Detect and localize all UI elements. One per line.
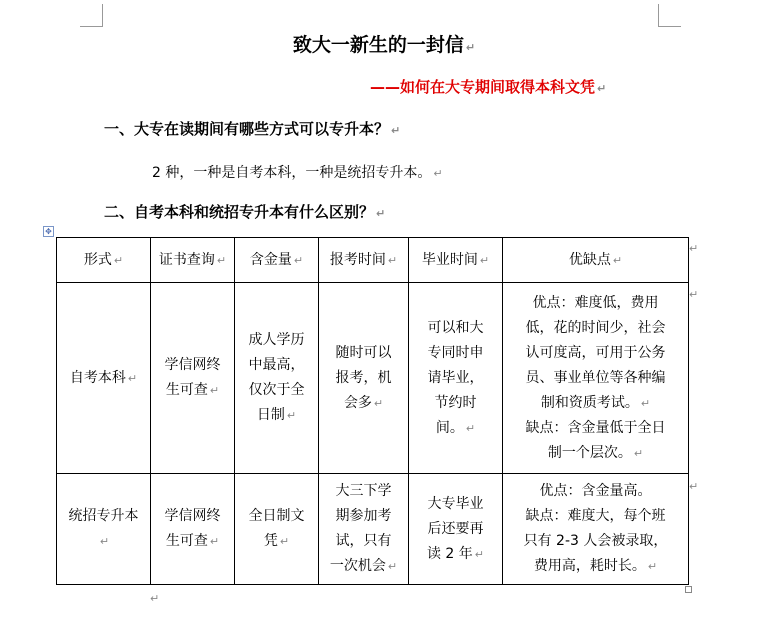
table-cell[interactable]: 学信网终 生可查 ↵ xyxy=(151,474,235,585)
header-cell[interactable]: 含金量 ↵ xyxy=(235,238,319,283)
paragraph-mark: ↵ xyxy=(433,167,443,180)
document-title[interactable]: 致大一新生的一封信 ↵ xyxy=(292,34,476,56)
answer-paragraph-1[interactable]: 2 种，一种是自考本科，一种是统招专升本。 ↵ xyxy=(152,165,443,181)
table-resize-handle[interactable] xyxy=(685,586,692,593)
header-cell[interactable]: 毕业时间 ↵ xyxy=(409,238,503,283)
table-row xyxy=(57,283,689,474)
header-cell[interactable]: 报考时间 ↵ xyxy=(319,238,409,283)
header-cell[interactable]: 形式 ↵ xyxy=(57,238,151,283)
trailing-paragraph-mark: ↵ xyxy=(150,592,160,605)
header-cell[interactable]: 优缺点 ↵ xyxy=(503,238,689,283)
row-end-mark: ↵ xyxy=(689,288,699,301)
table-cell[interactable]: 统招专升本↵ xyxy=(57,474,151,585)
row-end-mark: ↵ xyxy=(689,242,699,255)
paragraph-mark: ↵ xyxy=(465,41,476,54)
page-corner-mark-top-right xyxy=(658,4,681,27)
question-heading-2[interactable]: 二、自考本科和统招专升本有什么区别？ ↵ xyxy=(104,203,386,221)
table-cell[interactable]: 学信网终 生可查 ↵ xyxy=(151,283,235,474)
header-cell[interactable]: 证书查询 ↵ xyxy=(151,238,235,283)
question-heading-1[interactable]: 一、大专在读期间有哪些方式可以专升本？ ↵ xyxy=(104,120,401,138)
row-end-mark: ↵ xyxy=(689,480,699,493)
table-cell[interactable]: 成人学历 中最高， 仅次于全 日制 ↵ xyxy=(235,283,319,474)
table-cell[interactable]: 大三下学 期参加考 试，只有 一次机会 ↵ xyxy=(319,474,409,585)
table-move-handle-icon[interactable]: ✥ xyxy=(43,226,54,237)
table-row xyxy=(57,474,689,585)
paragraph-mark: ↵ xyxy=(391,124,401,137)
table-cell[interactable]: 优点：含金量高。 缺点：难度大，每个班 只有 2-3 人会被录取， 费用高，耗时长。 ↵ xyxy=(503,474,689,585)
table-header-row xyxy=(57,238,689,283)
comparison-table xyxy=(56,237,689,585)
paragraph-mark: ↵ xyxy=(597,82,607,95)
document-subtitle[interactable]: ——如何在大专期间取得本科文凭 ↵ xyxy=(370,78,607,96)
table-cell[interactable]: 全日制文 凭 ↵ xyxy=(235,474,319,585)
table-cell[interactable]: 随时可以 报考，机 会多 ↵ xyxy=(319,283,409,474)
page-corner-mark-top-left xyxy=(80,4,103,27)
paragraph-mark: ↵ xyxy=(376,207,386,220)
table-cell[interactable]: 可以和大 专同时申 请毕业， 节约时 间。 ↵ xyxy=(409,283,503,474)
table-cell[interactable]: 大专毕业 后还要再 读 2 年 ↵ xyxy=(409,474,503,585)
table-cell[interactable]: 自考本科 ↵ xyxy=(57,283,151,474)
table-cell[interactable]: 优点：难度低，费用 低，花的时间少，社会 认可度高，可用于公务 员、事业单位等各种编 制和资质考试。 ↵ 缺点：含金量低于全日 制一个层次。 ↵ xyxy=(503,283,689,474)
